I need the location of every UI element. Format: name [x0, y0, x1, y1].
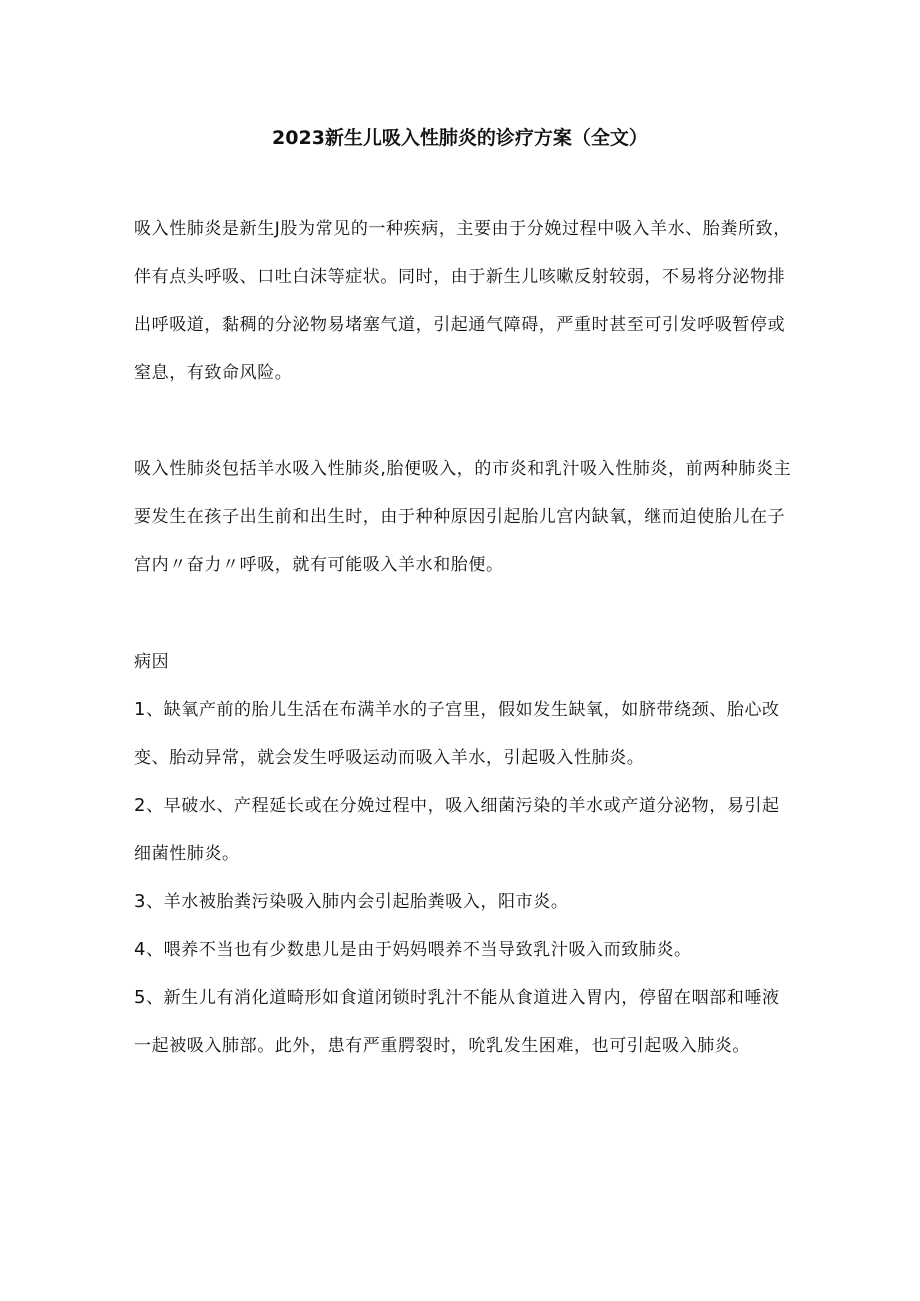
- document-title: 2023新生儿吸入性肺炎的诊疗方案（全文）: [272, 127, 648, 149]
- cause-number: 5: [134, 987, 147, 1008]
- types-paragraph: 吸入性肺炎包括羊水吸入性肺炎,胎便吸入，的市炎和乳汁吸入性肺炎，前两种肺炎主要发生在孩子出生前和出生时，由于种种原因引起胎儿宫内缺氧，继而迫使胎儿在子宫内〃奋力〃呼吸，就有可能吸入羊水和胎便。: [134, 459, 792, 575]
- intro-paragraph: 吸入性肺炎是新生J股为常见的一种疾病，主要由于分娩过程中吸入羊水、胎粪所致，伴有点头呼吸、口吐白沫等症状。同时，由于新生儿咳嗽反射较弱，不易将分泌物排出呼吸道，黏稠的分泌物易堵塞气道，引起通气障碍，严重时甚至可引发呼吸暂停或窒息，有致命风险。: [134, 219, 791, 383]
- section-heading-causes: 病因: [134, 652, 170, 672]
- cause-text: 、喂养不当也有少数患儿是由于妈妈喂养不当导致乳汁吸入而致肺炎。: [146, 940, 692, 960]
- cause-number: 2: [134, 795, 147, 816]
- cause-text: 、新生儿有消化道畸形如食道闭锁时乳汁不能从食道进入胃内，停留在咽部和唾液一起被吸入肺部。此外，患有严重腭裂时，吮乳发生困难，也可引起吸入肺炎。: [134, 988, 780, 1056]
- cause-text: 、早破水、产程延长或在分娩过程中，吸入细菌污染的羊水或产道分泌物，易引起细菌性肺炎。: [134, 796, 780, 864]
- cause-text: 、羊水被胎粪污染吸入肺内会引起胎粪吸入，阳市炎。: [146, 892, 569, 912]
- cause-item: [134, 974, 794, 1070]
- cause-text: 、缺氧产前的胎儿生活在布满羊水的子宫里，假如发生缺氧，如脐带绕颈、胎心改变、胎动异常，就会发生呼吸运动而吸入羊水，引起吸入性肺炎。: [134, 700, 780, 768]
- cause-item: [134, 926, 794, 974]
- cause-number: 1: [134, 699, 147, 720]
- cause-number: 4: [134, 939, 147, 960]
- cause-item: [134, 878, 794, 926]
- causes-list: [134, 686, 794, 1070]
- cause-item: [134, 782, 794, 878]
- cause-number: 3: [134, 891, 147, 912]
- cause-item: [134, 686, 794, 782]
